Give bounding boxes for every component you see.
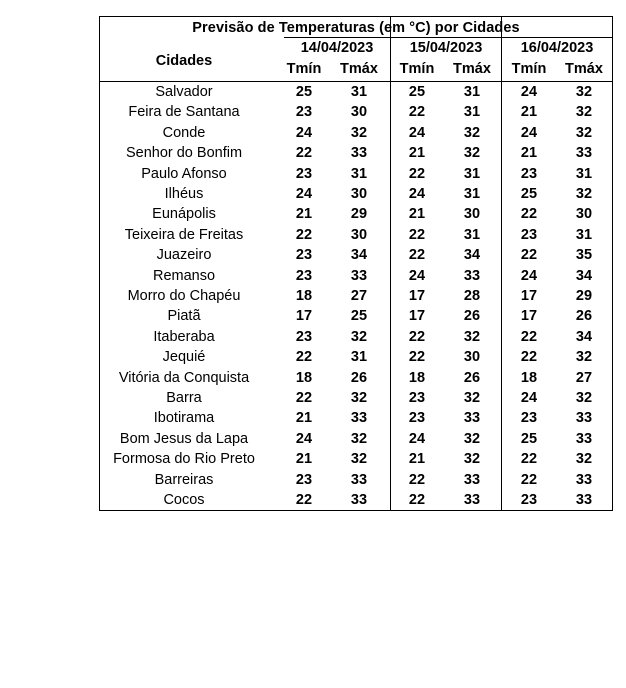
tmin-value: 23 [295,165,313,182]
tmin-value: 24 [295,430,313,447]
tmax-value: 32 [575,124,593,141]
tmin-value: 24 [295,124,313,141]
tmax-value: 28 [463,288,481,304]
tmin-value: 17 [520,308,538,325]
tmax-value: 33 [575,410,593,427]
tmin-value: 22 [520,471,538,488]
tmax-value: 33 [350,267,368,284]
city-name: Senhor do Bonfim [125,145,243,162]
tmin-value: 23 [520,492,538,508]
tmin-value: 24 [520,84,538,100]
table-row [100,266,612,286]
tmax-value: 30 [575,206,593,223]
tmin-value: 23 [408,410,426,427]
tmax-value: 30 [350,104,368,121]
city-name: Salvador [155,84,213,100]
city-name: Conde [162,124,206,141]
tmin-value: 22 [408,349,426,366]
tmax-value: 26 [350,369,368,386]
tmax-value: 33 [350,492,368,508]
table-row [100,184,612,204]
city-name: Eunápolis [152,206,216,223]
tmin-value: 17 [295,308,313,325]
tmax-value: 33 [463,471,481,488]
tmin-value: 24 [408,186,426,202]
tmin-header-2: Tmín [399,61,435,77]
tmin-value: 22 [295,226,313,243]
table-row [100,286,612,306]
tmin-value: 21 [295,206,313,223]
tmax-header-3: Tmáx [565,61,603,77]
tmax-value: 32 [463,124,481,141]
tmin-value: 22 [408,247,426,264]
city-name: Formosa do Rio Preto [113,451,255,468]
tmin-value: 17 [520,288,538,304]
tmin-value: 18 [295,369,313,386]
city-name: Ilhéus [164,186,204,202]
tmax-value: 33 [463,267,481,284]
tmin-value: 23 [295,471,313,488]
tmin-value: 21 [408,206,426,223]
tmin-value: 25 [520,186,538,202]
tmin-value: 24 [295,186,313,202]
tmax-value: 31 [575,165,593,182]
tmax-value: 33 [575,492,593,508]
tmax-value: 35 [575,247,593,264]
tmin-value: 23 [520,410,538,427]
tmin-value: 17 [408,288,426,304]
tmax-value: 30 [350,226,368,243]
tmin-value: 22 [408,328,426,345]
table-row [100,164,612,184]
table-row [100,327,612,347]
tmin-value: 17 [408,308,426,325]
table-row [100,306,612,326]
tmax-value: 33 [350,410,368,427]
tmin-value: 22 [408,104,426,121]
tmax-value: 32 [350,390,368,406]
tmax-value: 31 [463,165,481,182]
tmax-value: 32 [350,451,368,468]
tmax-value: 31 [350,84,368,100]
tmin-value: 21 [408,451,426,468]
tmax-value: 32 [463,430,481,447]
tmax-value: 34 [575,328,593,345]
tmax-value: 31 [350,349,368,366]
table-row [100,204,612,224]
tmin-value: 21 [520,104,538,121]
tmax-value: 32 [463,145,481,162]
tmax-header-1: Tmáx [340,61,378,77]
table-row [100,82,612,102]
tmax-value: 32 [575,186,593,202]
tmin-value: 18 [295,288,313,304]
tmax-value: 32 [463,328,481,345]
table-row [100,245,612,265]
tmax-value: 31 [463,186,481,202]
tmax-value: 27 [575,369,593,386]
tmax-value: 29 [350,206,368,223]
tmin-value: 22 [520,206,538,223]
city-name: Barreiras [154,471,214,488]
tmin-value: 22 [295,349,313,366]
tmax-value: 26 [575,308,593,325]
city-name: Morro do Chapéu [127,288,241,304]
tmin-value: 22 [408,471,426,488]
tmin-value: 21 [520,145,538,162]
tmin-value: 21 [295,451,313,468]
tmax-value: 30 [463,206,481,223]
tmin-value: 23 [408,390,426,406]
table-row [100,429,612,449]
temperature-table [99,16,613,511]
tmin-value: 18 [408,369,426,386]
city-name: Teixeira de Freitas [124,226,244,243]
city-name: Feira de Santana [128,104,240,121]
tmax-value: 31 [463,84,481,100]
tmin-value: 22 [408,492,426,508]
tmin-value: 22 [520,451,538,468]
city-name: Piatã [167,308,201,325]
tmin-value: 24 [520,390,538,406]
tmin-value: 22 [408,226,426,243]
tmax-value: 33 [463,492,481,508]
tmax-value: 31 [463,226,481,243]
tmax-value: 32 [350,328,368,345]
city-name: Cocos [163,492,205,508]
tmin-value: 23 [520,165,538,182]
tmax-value: 32 [350,124,368,141]
tmax-value: 30 [350,186,368,202]
tmin-header-3: Tmín [511,61,547,77]
tmin-value: 22 [520,328,538,345]
tmax-value: 32 [575,390,593,406]
tmax-value: 31 [350,165,368,182]
table-row [100,143,612,163]
tmax-value: 31 [463,104,481,121]
tmin-header-1: Tmín [286,61,322,77]
tmax-value: 33 [350,145,368,162]
date-header-3: 16/04/2023 [520,40,594,56]
tmax-value: 32 [350,430,368,447]
tmin-value: 24 [408,124,426,141]
table-row [100,102,612,122]
tmax-value: 25 [350,308,368,325]
tmax-value: 32 [463,390,481,406]
table-row [100,347,612,367]
tmax-value: 33 [575,145,593,162]
tmax-value: 32 [575,84,593,100]
tmin-value: 18 [520,369,538,386]
cities-column-header: Cidades [155,53,213,69]
tmax-value: 32 [575,104,593,121]
tmin-value: 22 [408,165,426,182]
city-name: Jequié [162,349,206,366]
tmax-value: 33 [350,471,368,488]
tmax-value: 33 [463,410,481,427]
table-row [100,408,612,428]
tmin-value: 24 [520,124,538,141]
tmin-value: 24 [520,267,538,284]
tmin-value: 21 [295,410,313,427]
tmin-value: 23 [520,226,538,243]
tmin-value: 23 [295,328,313,345]
tmax-value: 32 [575,349,593,366]
tmin-value: 22 [295,492,313,508]
table-row [100,388,612,408]
tmin-value: 25 [520,430,538,447]
tmax-value: 30 [463,349,481,366]
tmax-value: 29 [575,288,593,304]
tmin-value: 25 [295,84,313,100]
tmax-value: 33 [575,471,593,488]
city-name: Vitória da Conquista [118,369,250,386]
tmax-value: 26 [463,369,481,386]
date-header-1: 14/04/2023 [300,40,374,56]
tmax-value: 31 [575,226,593,243]
table-row [100,470,612,490]
city-name: Remanso [152,267,216,284]
table-row [100,368,612,388]
city-name: Bom Jesus da Lapa [119,430,249,447]
tmax-value: 34 [350,247,368,264]
date-header-2: 15/04/2023 [409,40,483,56]
tmax-value: 32 [575,451,593,468]
tmin-value: 23 [295,104,313,121]
tmin-value: 21 [408,145,426,162]
table-row [100,225,612,245]
table-title: Previsão de Temperaturas (em °C) por Cidades [192,20,520,36]
tmin-value: 24 [408,430,426,447]
tmin-value: 24 [408,267,426,284]
table-row [100,490,612,510]
city-name: Ibotirama [153,410,215,427]
city-name: Juazeiro [156,247,212,264]
tmin-value: 22 [295,145,313,162]
title-divider [284,37,612,38]
tmin-value: 22 [295,390,313,406]
tmin-value: 22 [520,247,538,264]
table-row [100,449,612,469]
table-row [100,123,612,143]
city-name: Paulo Afonso [141,165,227,182]
tmax-value: 26 [463,308,481,325]
tmax-value: 34 [575,267,593,284]
tmin-value: 25 [408,84,426,100]
tmin-value: 23 [295,267,313,284]
tmin-value: 22 [520,349,538,366]
tmax-value: 27 [350,288,368,304]
city-name: Itaberaba [153,328,215,345]
tmax-value: 32 [463,451,481,468]
tmin-value: 23 [295,247,313,264]
tmax-value: 33 [575,430,593,447]
tmax-header-2: Tmáx [453,61,491,77]
city-name: Barra [166,390,202,406]
tmax-value: 34 [463,247,481,264]
